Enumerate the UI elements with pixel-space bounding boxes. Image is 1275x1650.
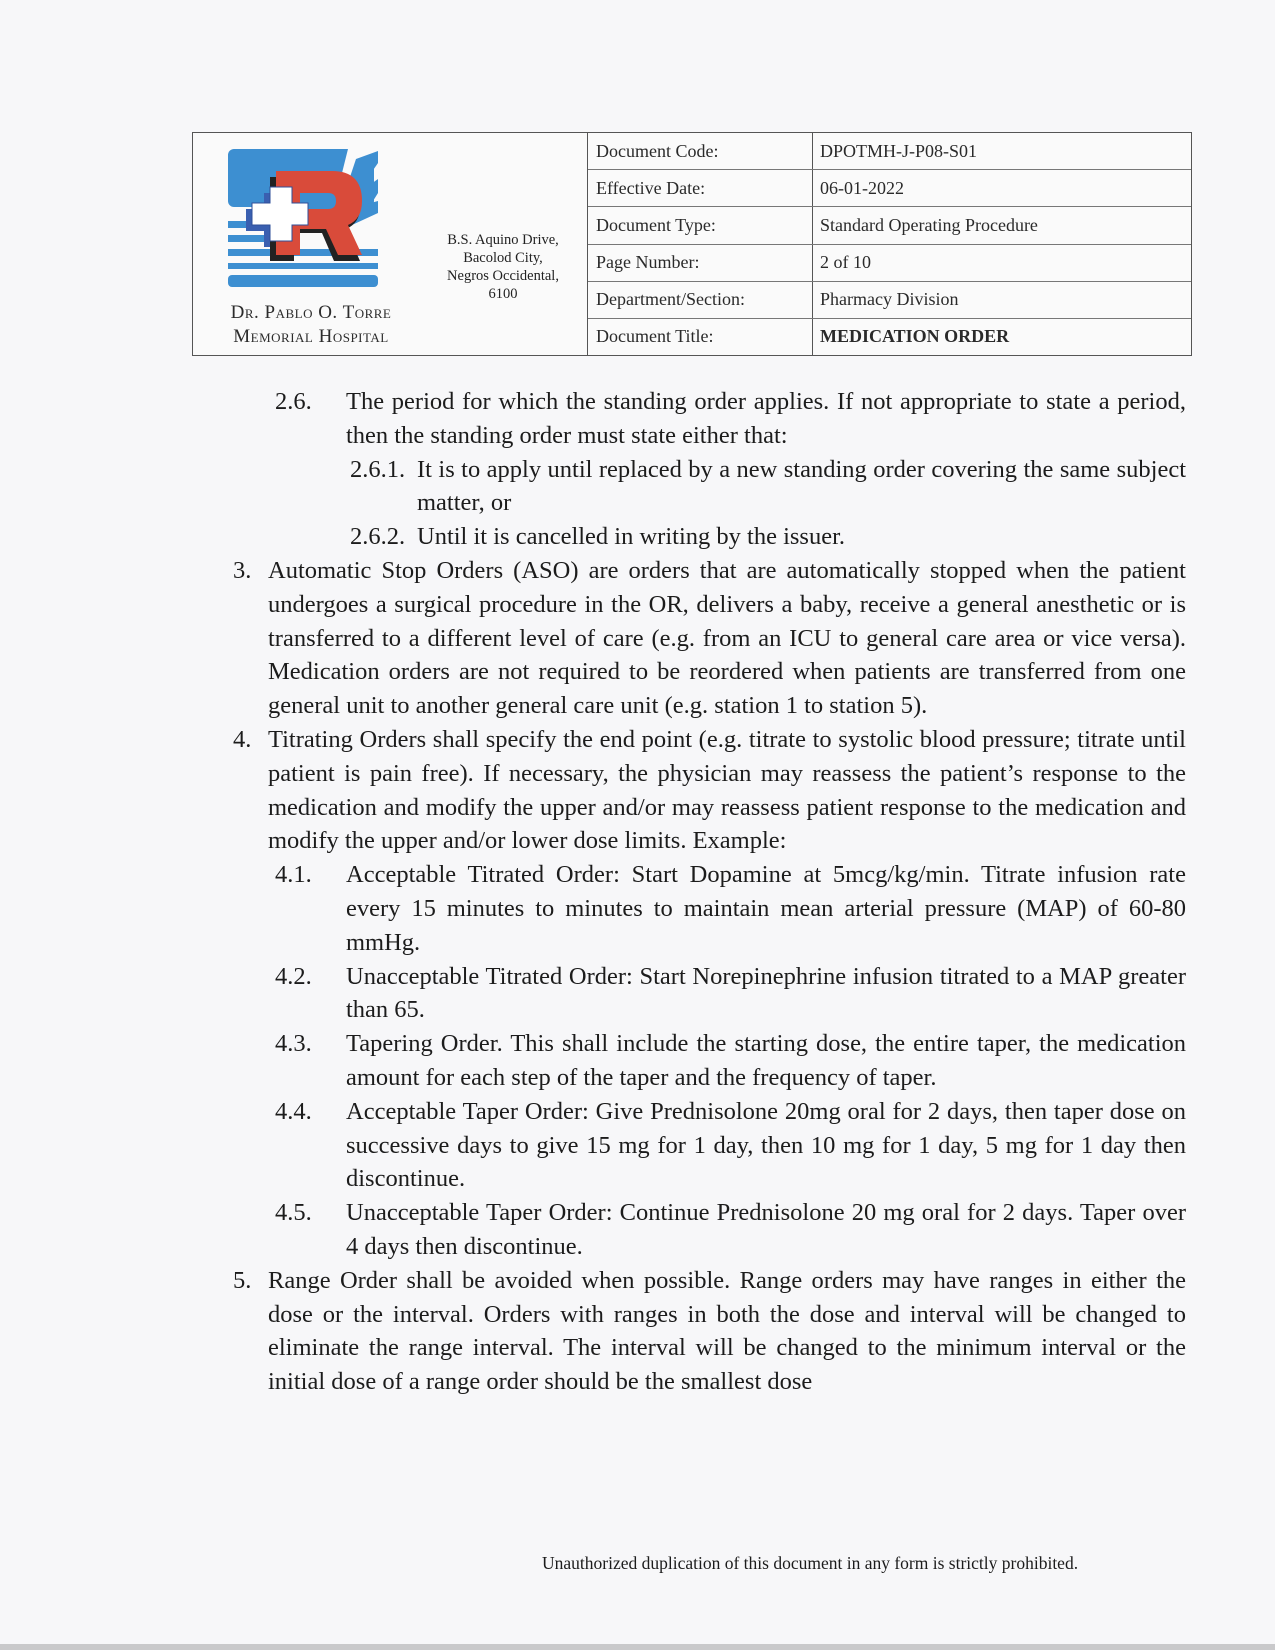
meta-value: 2 of 10 <box>820 252 871 273</box>
document-metadata <box>588 133 1191 355</box>
meta-label: Document Code: <box>588 133 813 169</box>
list-item <box>0 960 1275 1028</box>
meta-label: Department/Section: <box>588 282 813 318</box>
list-item <box>0 385 1275 453</box>
item-text: Acceptable Taper Order: Give Prednisolone 20mg oral for 2 days, then taper dose on successive days to give 15 mg for 1 day, then 10 mg for 1 day, 5 mg for 1 day then discontinue. <box>346 1097 1186 1193</box>
item-text: Unacceptable Titrated Order: Start Norepinephrine infusion titrated to a MAP greater than 65. <box>346 962 1186 1024</box>
item-number: 2.6. <box>275 388 312 415</box>
list-item <box>0 723 1275 858</box>
item-number: 4.1. <box>275 861 312 889</box>
item-text: Tapering Order. This shall include the starting dose, the entire taper, the medication amount for each step of the taper and the frequency of taper. <box>346 1030 1186 1091</box>
item-text: Range Order shall be avoided when possible. Range orders may have ranges in either the dose or the interval. Orders with ranges in both the dose and interval will be changed to eliminate the range interval. The interval will be changed to the minimum interval or the initial dose of a range order should be the smallest dose <box>268 1266 1186 1396</box>
meta-value: DPOTMH-J-P08-S01 <box>820 140 978 161</box>
footer-notice: Unauthorized duplication of this document in any form is strictly prohibited. <box>542 1553 1079 1573</box>
meta-value: Standard Operating Procedure <box>820 214 1038 235</box>
address-line: Bacolod City, <box>463 250 543 266</box>
item-number: 4.2. <box>275 962 312 990</box>
item-text: The period for which the standing order applies. If not appropriate to state a period, then the standing order must state either that: <box>346 388 1186 449</box>
list-item <box>0 1027 1275 1095</box>
meta-row-document-code <box>588 133 1191 170</box>
meta-row-page-number <box>588 245 1191 282</box>
list-item <box>0 858 1275 959</box>
document-title: MEDICATION ORDER <box>820 326 1010 347</box>
meta-label: Document Type: <box>588 207 813 243</box>
item-text: Titrating Orders shall specify the end point (e.g. titrate to systolic blood pressure; titrate until patient is pain free). If necessary, the physician may reassess the patient’s response to the medication and modify the upper and/or may reassess patient response to the medication and modify the upper and/or lower dose limits. Example: <box>268 725 1186 855</box>
list-item <box>0 520 1275 554</box>
meta-row-department <box>588 282 1191 319</box>
item-text: Automatic Stop Orders (ASO) are orders that are automatically stopped when the patient undergoes a surgical procedure in the OR, delivers a baby, receive a general anesthetic or is transferred to a different level of care (e.g. from an ICU to general care area or vice versa). Medication orders are not required to be reordered when patients are transferred from one general unit to another general care unit (e.g. station 1 to station 5). <box>268 556 1186 720</box>
item-number: 2.6.1. <box>350 455 406 483</box>
item-text: Until it is cancelled in writing by the issuer. <box>417 523 845 551</box>
item-number: 2.6.2. <box>350 523 406 551</box>
list-item <box>0 554 1275 723</box>
item-number: 4.3. <box>275 1030 312 1058</box>
item-text: Unacceptable Taper Order: Continue Prednisolone 20 mg oral for 2 days. Taper over 4 days then discontinue. <box>346 1199 1186 1260</box>
meta-row-document-type <box>588 207 1191 244</box>
item-text: It is to apply until replaced by a new standing order covering the same subject matter, or <box>417 455 1186 517</box>
hospital-name-line2: Memorial Hospital <box>233 326 389 347</box>
meta-label: Effective Date: <box>588 170 813 206</box>
meta-value: 06-01-2022 <box>820 177 904 198</box>
address-line: 6100 <box>488 286 518 302</box>
item-number: 4.4. <box>275 1097 312 1125</box>
list-item <box>0 1264 1275 1399</box>
hospital-brand-cell <box>193 133 588 355</box>
meta-label: Document Title: <box>588 319 813 355</box>
item-text: Acceptable Titrated Order: Start Dopamine at 5mcg/kg/min. Titrate infusion rate every 15 minutes to minutes to maintain mean arterial pressure (MAP) of 60-80 mmHg. <box>346 861 1186 956</box>
hospital-name-line1: Dr. Pablo O. Torre <box>230 302 392 323</box>
meta-label: Page Number: <box>588 245 813 281</box>
meta-row-effective-date <box>588 170 1191 207</box>
item-number: 4.5. <box>275 1199 312 1227</box>
list-item <box>0 1095 1275 1196</box>
meta-row-document-title <box>588 319 1191 355</box>
document-header-table <box>192 132 1192 356</box>
document-body <box>0 385 1275 1399</box>
hospital-name <box>201 301 421 349</box>
page-bottom-edge <box>0 1644 1275 1650</box>
meta-value: Pharmacy Division <box>820 289 959 310</box>
list-item <box>0 1196 1275 1264</box>
address-line: B.S. Aquino Drive, <box>447 232 559 248</box>
item-number: 3. <box>233 556 252 584</box>
list-item <box>0 453 1275 521</box>
item-number: 4. <box>233 725 252 753</box>
hospital-address <box>423 231 583 303</box>
item-number: 5. <box>233 1266 252 1294</box>
address-line: Negros Occidental, <box>447 268 559 284</box>
hospital-logo-icon <box>228 149 384 289</box>
